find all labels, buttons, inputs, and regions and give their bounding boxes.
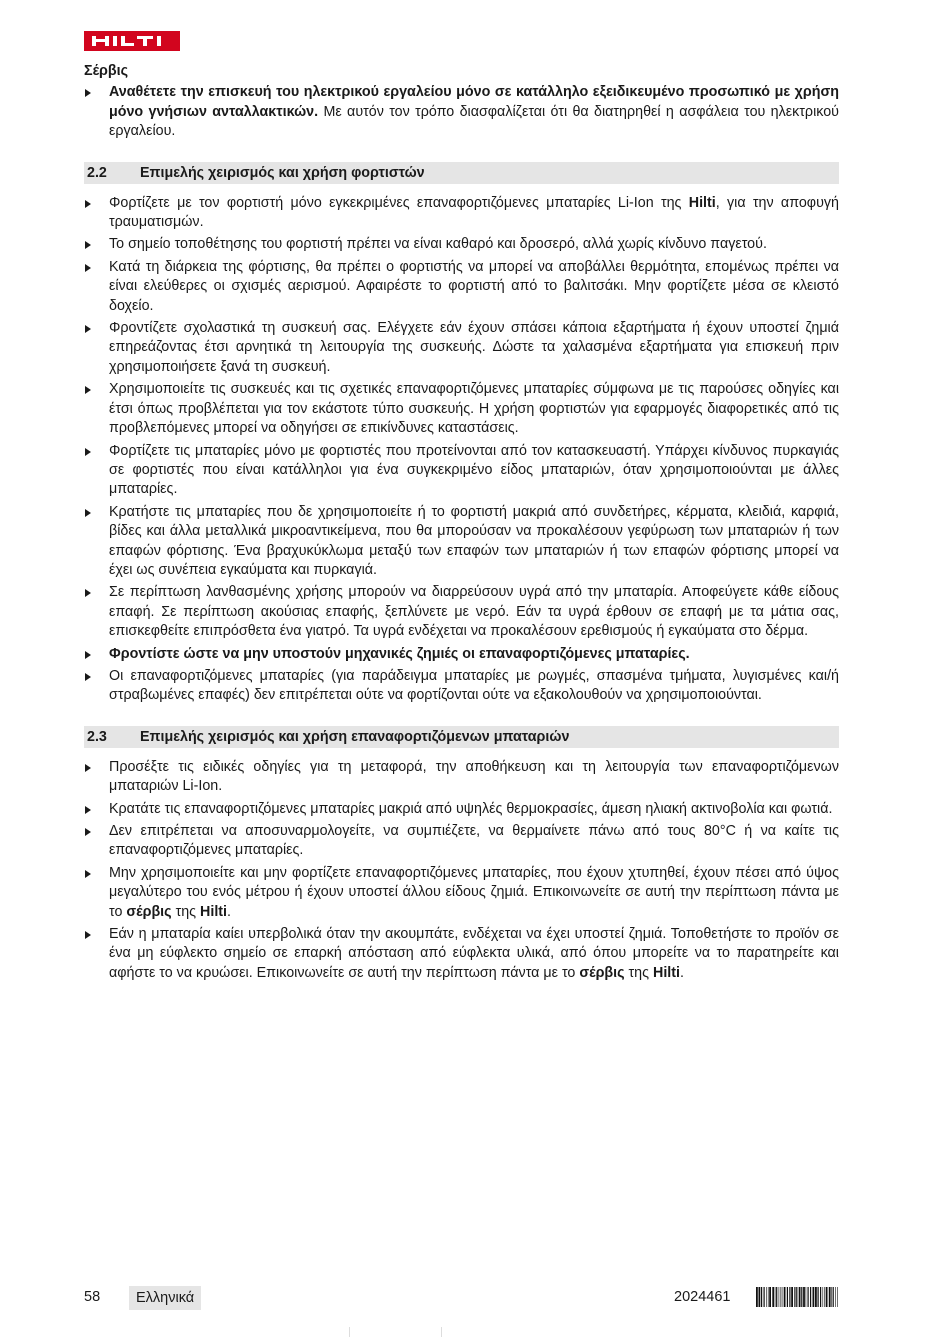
document-number: 2024461 <box>674 1289 731 1305</box>
section-header-2-3: 2.3 Επιμελής χειρισμός και χρήση επαναφορτιζόμενων μπαταριών <box>84 726 839 748</box>
list-item: Οι επαναφορτιζόμενες μπαταρίες (για παράδειγμα μπαταρίες με ρωγμές, σπασμένα τμήματα, λυγισμένες και/ή στραβωμένες επαφές) δεν επιτρέπεται ούτε να φορτίζονται ούτε να εξακολουθούν να χρησιμοποιούνται. <box>84 667 839 706</box>
section-2-2-list <box>84 194 839 706</box>
list-item: Σε περίπτωση λανθασμένης χρήσης μπορούν να διαρρεύσουν υγρά από την μπαταρία. Αποφεύγετε κάθε είδους επαφή. Σε περίπτωση ακούσιας επαφής, ξεπλύνετε με νερό. Εάν τα υγρά έρθουν σε επαφή με τα μάτια σας, επισκεφθείτε επιπρόσθετα ένα γιατρό. Τα υγρά ενδέχεται να προκαλέσουν ερεθισμούς ή εγκαύματα στο δέρμα. <box>84 583 839 641</box>
service-title: Σέρβις <box>84 63 129 79</box>
crop-mark <box>441 1327 442 1337</box>
list-item: Εάν η μπαταρία καίει υπερβολικά όταν την ακουμπάτε, ενδέχεται να έχει υποστεί ζημιά. Τοποθετήστε το προϊόν σε ένα μη εύφλεκτο σημείο σε επαρκή απόσταση από εύφλεκτα υλικά, από όπου μπορείτε να το παρατηρείτε και αφήστε το να κρυώσει. Επικοινωνείτε σε αυτή την περίπτωση πάντα με το σέρβις της Hilti. <box>84 925 839 983</box>
page-number: 58 <box>84 1289 101 1305</box>
page-content <box>84 60 839 986</box>
service-list <box>84 83 839 141</box>
list-item: Χρησιμοποιείτε τις συσκευές και τις σχετικές επαναφορτιζόμενες μπαταρίες σύμφωνα με τις παρούσες οδηγίες και έτσι όπως προβλέπεται για τον εκάστοτε τύπο συσκευής. Η χρήση φορτιστών για εφαρμογές διαφορετικές από τις προβλεπόμενες μπορεί να οδηγήσει σε επικίνδυνες καταστάσεις. <box>84 380 839 438</box>
language-label: Ελληνικά <box>129 1286 201 1310</box>
list-item: Κρατήστε τις μπαταρίες που δε χρησιμοποιείτε ή το φορτιστή μακριά από συνδετήρες, κέρματα, κλειδιά, καρφιά, βίδες και άλλα μεταλλικά μικροαντικείμενα, που θα μπορούσαν να προκαλέσουν γεφύρωση των μπαταριών ή των επαφών φόρτισης. Ένα βραχυκύκλωμα μεταξύ των επαφών των μπαταριών ή των επαφών φόρτισης μπορεί να έχει ως συνέπεια εγκαύματα και πυρκαγιά. <box>84 503 839 581</box>
hilti-logo <box>84 31 180 51</box>
list-item: Προσέξτε τις ειδικές οδηγίες για τη μεταφορά, την αποθήκευση και τη λειτουργία των επαναφορτιζόμενων μπαταριών Li-Ion. <box>84 758 839 797</box>
list-item: Δεν επιτρέπεται να αποσυναρμολογείτε, να συμπιέζετε, να θερμαίνετε πάνω από τους 80°C ή να καίτε τις επαναφορτιζόμενες μπαταρίες. <box>84 822 839 861</box>
list-item: Αναθέτετε την επισκευή του ηλεκτρικού εργαλείου μόνο σε κατάλληλο εξειδικευμένο προσωπικό με χρήση μόνο γνήσιων ανταλλακτικών. Με αυτόν τον τρόπο διασφαλίζεται ότι θα διατηρηθεί η ασφάλεια του ηλεκτρικού εργαλείου. <box>84 83 839 141</box>
list-item: Μην χρησιμοποιείτε και μην φορτίζετε επαναφορτιζόμενες μπαταρίες, που έχουν χτυπηθεί, έχουν πέσει από ύψος μεγαλύτερο του ενός μέτρου ή έχουν υποστεί άλλου είδους ζημιά. Επικοινωνείτε σε αυτή την περίπτωση πάντα με το σέρβις της Hilti. <box>84 864 839 922</box>
page-footer <box>84 1286 839 1310</box>
section-2-3-list <box>84 758 839 983</box>
list-item: Φροντίστε ώστε να μην υποστούν μηχανικές ζημιές οι επαναφορτιζόμενες μπαταρίες. <box>84 645 839 664</box>
crop-mark <box>349 1327 350 1337</box>
list-item: Φορτίζετε με τον φορτιστή μόνο εγκεκριμένες επαναφορτιζόμενες μπαταρίες Li-Ion της Hilti, για την αποφυγή τραυματισμών. <box>84 194 839 233</box>
section-header-2-2: 2.2 Επιμελής χειρισμός και χρήση φορτιστών <box>84 162 839 184</box>
list-item: Φορτίζετε τις μπαταρίες μόνο με φορτιστές που προτείνονται από τον κατασκευαστή. Υπάρχει κίνδυνος πυρκαγιάς σε φορτιστές που είναι κατάλληλοι για ένα συγκεκριμένο είδος μπαταριών, όταν χρησιμοποιούνται με άλλες μπαταρίες. <box>84 442 839 500</box>
list-item: Φροντίζετε σχολαστικά τη συσκευή σας. Ελέγχετε εάν έχουν σπάσει κάποια εξαρτήματα ή έχουν υποστεί ζημιά επηρεάζοντας έτσι αρνητικά τη λειτουργία της συσκευής. Δώστε τα χαλασμένα εξαρτήματα για επισκευή πριν χρησιμοποιήσετε ξανά τη συσκευή. <box>84 319 839 377</box>
barcode <box>756 1287 839 1307</box>
list-item: Κατά τη διάρκεια της φόρτισης, θα πρέπει ο φορτιστής να μπορεί να αποβάλλει θερμότητα, επομένως πρέπει να είναι ελεύθερες οι σχισμές αερισμού. Αφαιρέστε το φορτιστή από το βαλιτσάκι. Μην φορτίζετε μέσα σε κλειστό δοχείο. <box>84 258 839 316</box>
list-item: Κρατάτε τις επαναφορτιζόμενες μπαταρίες μακριά από υψηλές θερμοκρασίες, άμεση ηλιακή ακτινοβολία και φωτιά. <box>84 800 839 819</box>
list-item: Το σημείο τοποθέτησης του φορτιστή πρέπει να είναι καθαρό και δροσερό, αλλά χωρίς κίνδυνο παγετού. <box>84 235 839 254</box>
